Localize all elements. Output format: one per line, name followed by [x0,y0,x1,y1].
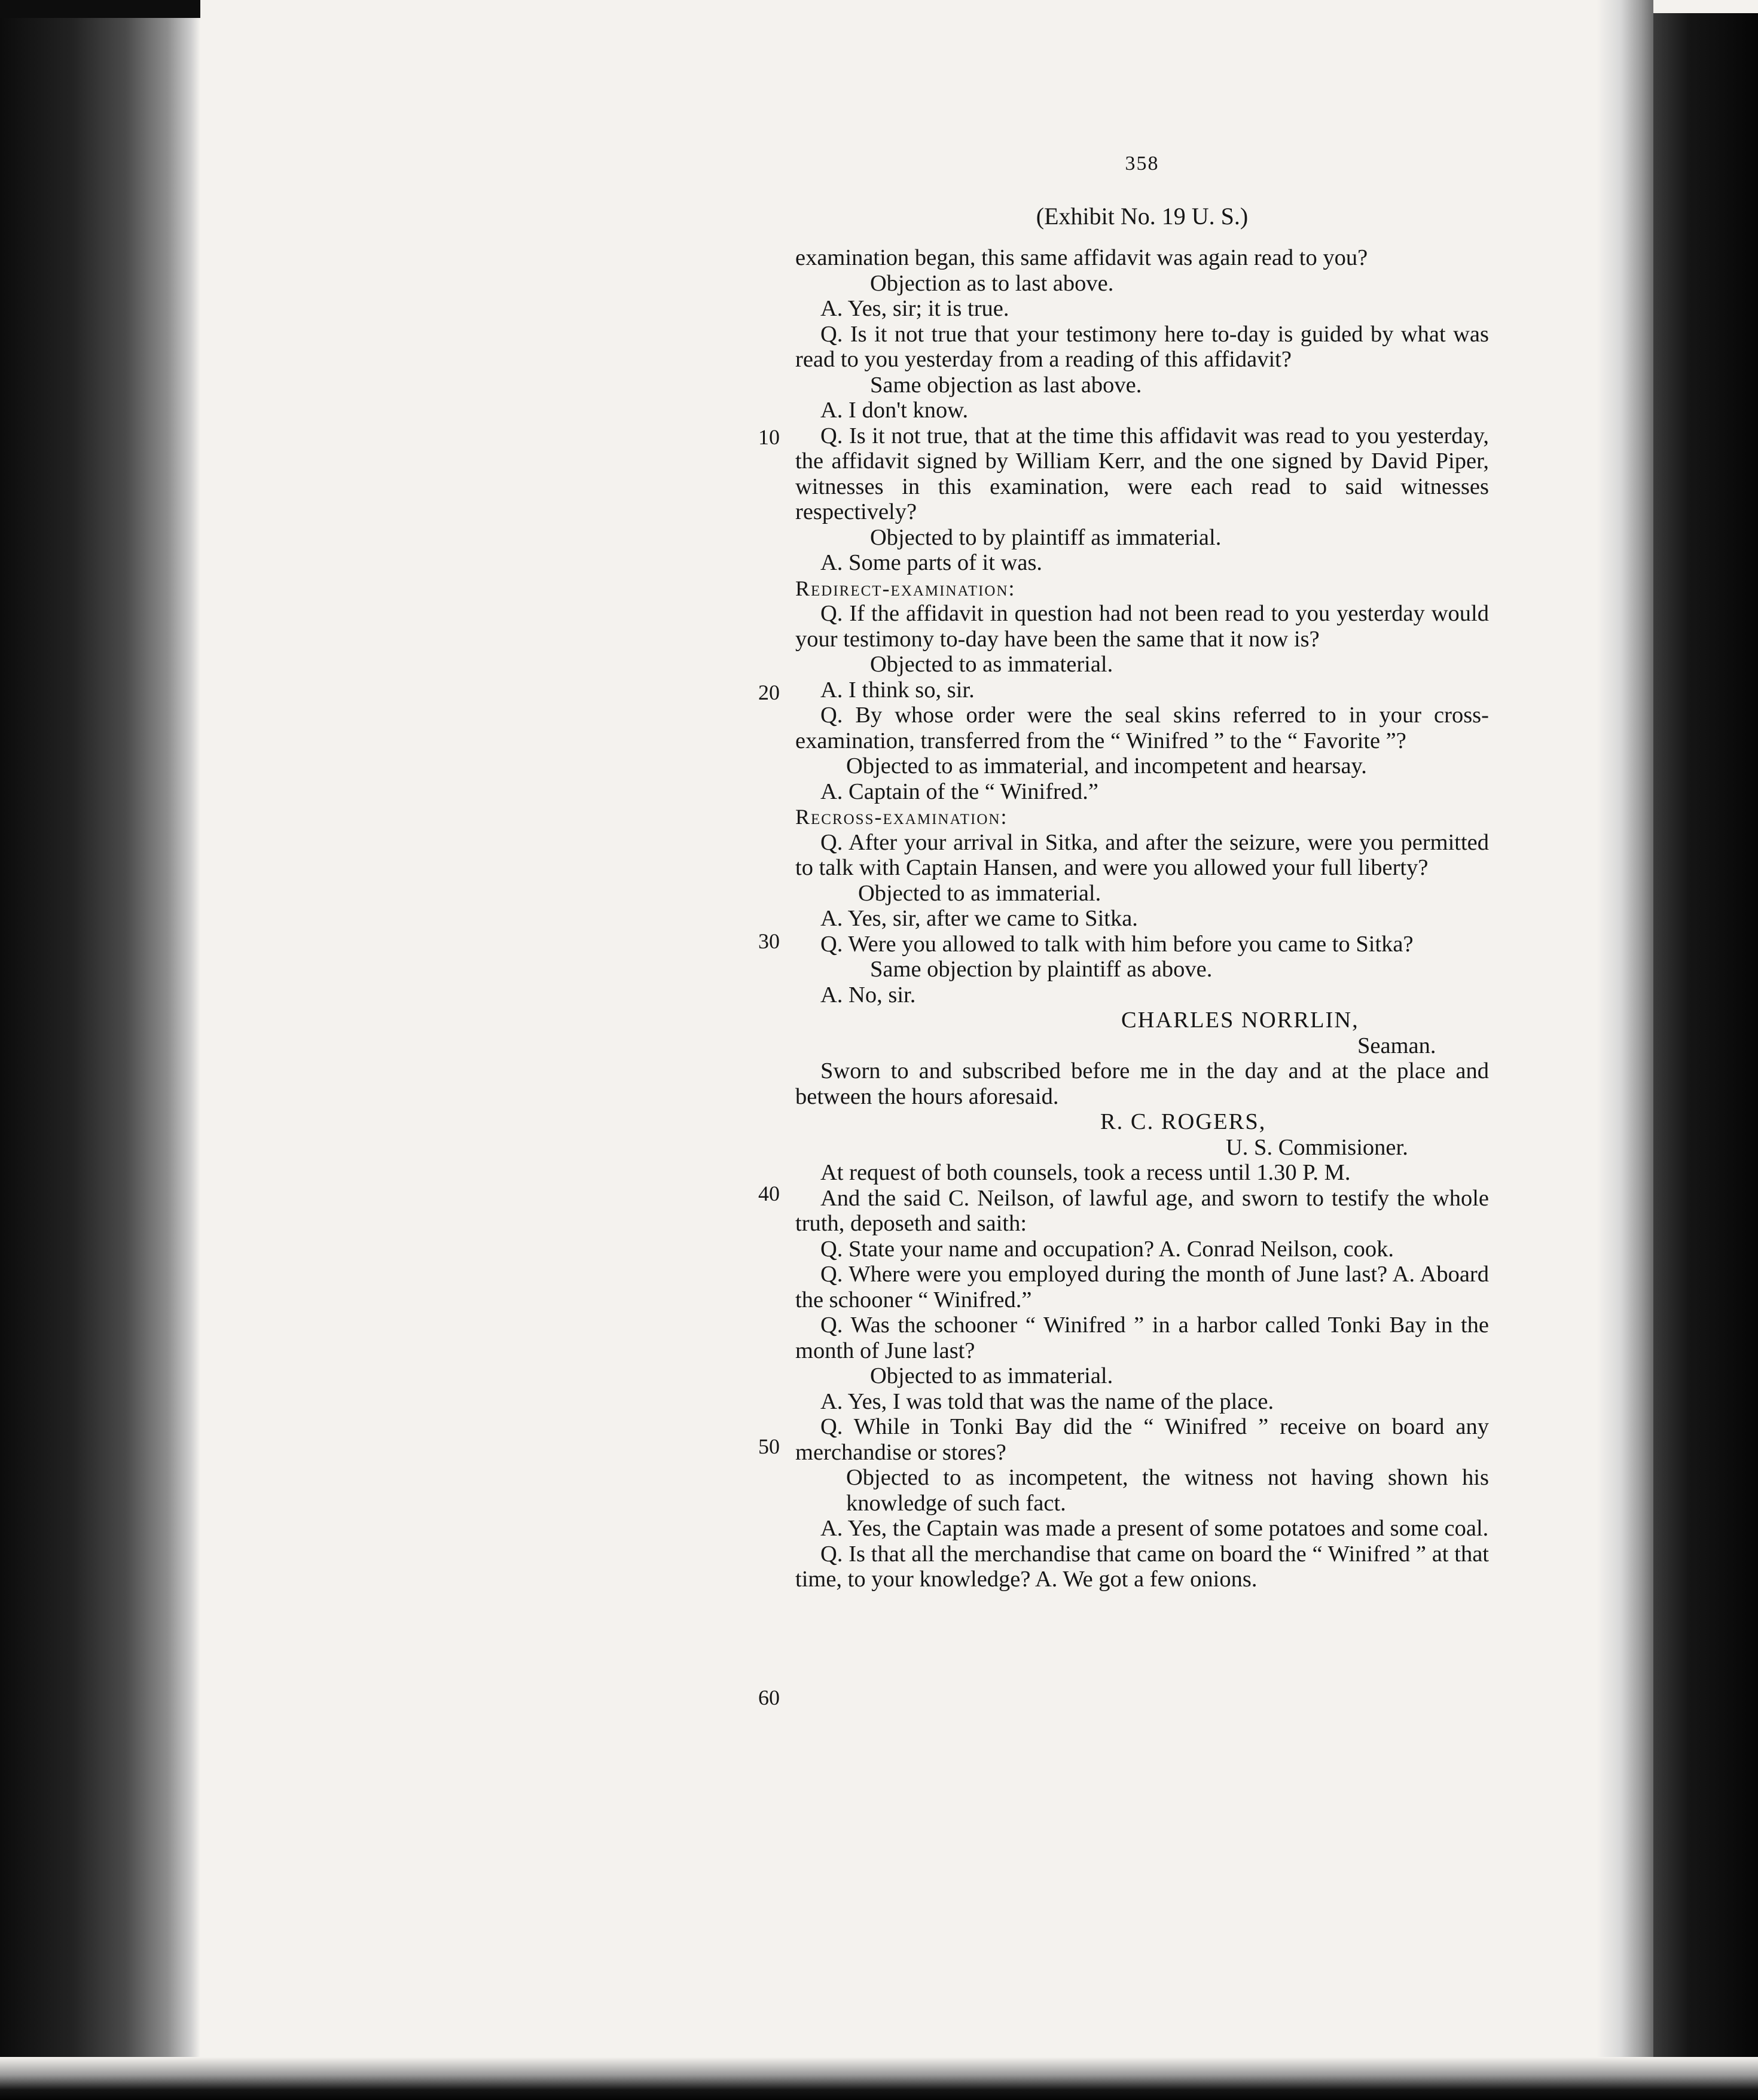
transcript-paragraph: Q. Is it not true that your testimony here to-day is guided by what was read to you yesterday from a reading of this affidavit? [795,321,1489,372]
transcript-paragraph: Q. State your name and occupation? A. Conrad Neilson, cook. [820,1236,1394,1262]
transcript-paragraph: Q. If the affidavit in question had not been read to you yesterday would your testimony to-day have been the same that it now is? [795,601,1489,652]
transcript-paragraph: Q. Was the schooner “ Winifred ” in a harbor called Tonki Bay in the month of June last? [795,1312,1489,1363]
transcript-paragraph: Q. Where were you employed during the month of June last? A. Aboard the schooner “ Winifred.” [795,1262,1489,1312]
line-number: 50 [758,1434,780,1458]
signature-title: Seaman. [1357,1033,1436,1058]
transcript-paragraph: A. Yes, I was told that was the name of the place. [820,1388,1274,1414]
page-number: 358 [1125,152,1159,175]
transcript-paragraph: Q. Were you allowed to talk with him before you came to Sitka? [820,931,1414,957]
scan-edge-left [0,0,200,2100]
transcript-paragraph: At request of both counsels, took a recess until 1.30 P. M. [820,1160,1351,1185]
transcript-paragraph: A. I think so, sir. [820,677,975,703]
transcript-paragraph: Objected to as immaterial, and incompetent and hearsay. [846,753,1367,779]
line-number: 20 [758,680,780,704]
transcript-paragraph: Objection as to last above. [870,270,1114,296]
commissioner-name: R. C. ROGERS, [1100,1109,1266,1134]
line-number: 10 [758,425,780,449]
scan-edge-right-top [1653,0,1758,13]
commissioner-title: U. S. Commisioner. [1226,1134,1408,1160]
transcript-paragraph: A. I don't know. [820,398,969,423]
transcript-paragraph: Q. By whose order were the seal skins referred to in your cross-examination, transferred from the “ Winifred ” to the “ Favorite ”? [795,703,1489,753]
scan-edge-right [1653,0,1758,2100]
exhibit-heading: (Exhibit No. 19 U. S.) [1036,203,1249,230]
transcript-paragraph: Objected to by plaintiff as immaterial. [870,524,1222,550]
transcript-paragraph: A. Yes, sir; it is true. [820,296,1009,321]
transcript-paragraph: A. No, sir. [820,982,916,1008]
line-number: 30 [758,929,780,953]
transcript-paragraph: Same objection by plaintiff as above. [870,957,1213,982]
scan-edge-right-shadow [1597,0,1653,2100]
section-heading: Redirect-examination: [795,576,1016,600]
transcript-paragraph: Objected to as incompetent, the witness not having shown his knowledge of such fact. [846,1465,1489,1516]
scan-edge-left-top [0,0,200,18]
transcript-paragraph: Objected to as immaterial. [870,652,1113,677]
transcript-paragraph: A. Some parts of it was. [820,550,1043,575]
transcript-body [795,245,1489,1592]
transcript-paragraph: Q. Is it not true, that at the time this affidavit was read to you yesterday, the affidavit signed by William Kerr, and the one signed by David Piper, witnesses in this examination, were each read to said witnesses respectively? [795,423,1489,524]
transcript-paragraph: A. Yes, sir, after we came to Sitka. [820,906,1138,931]
scan-edge-bottom [0,2057,1758,2100]
signature-name: CHARLES NORRLIN, [1121,1008,1359,1033]
line-number: 60 [758,1686,780,1710]
transcript-paragraph: Objected to as immaterial. [870,1363,1113,1388]
line-number: 40 [758,1182,780,1205]
transcript-paragraph: Same objection as last above. [870,372,1142,398]
transcript-paragraph: Q. Is that all the merchandise that came on board the “ Winifred ” at that time, to your knowledge? A. We got a few onions. [795,1541,1489,1592]
section-heading: Recross-examination: [795,805,1008,829]
transcript-paragraph: Objected to as immaterial. [858,880,1101,906]
transcript-paragraph: examination began, this same affidavit was again read to you? [795,245,1368,270]
transcript-paragraph: A. Captain of the “ Winifred.” [820,779,1098,804]
transcript-paragraph: A. Yes, the Captain was made a present of some potatoes and some coal. [820,1516,1489,1541]
transcript-paragraph: Q. After your arrival in Sitka, and after the seizure, were you permitted to talk with Captain Hansen, and were you allowed your full liberty? [795,829,1489,880]
transcript-paragraph: Q. While in Tonki Bay did the “ Winifred ” receive on board any merchandise or stores? [795,1414,1489,1465]
transcript-paragraph: Sworn to and subscribed before me in the day and at the place and between the hours aforesaid. [795,1058,1489,1109]
transcript-paragraph: And the said C. Neilson, of lawful age, and sworn to testify the whole truth, deposeth and saith: [795,1185,1489,1236]
